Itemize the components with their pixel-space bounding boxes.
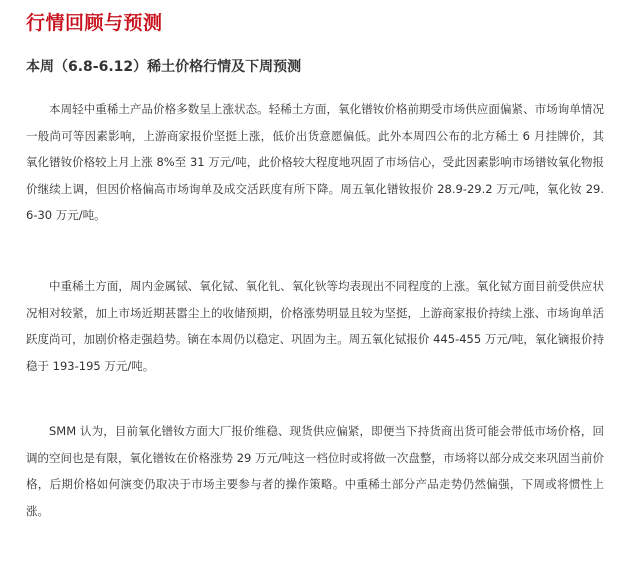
paragraph-light-rare-earth: 本周轻中重稀土产品价格多数呈上涨状态。轻稀土方面，氧化镨钕价格前期受市场供应面偏紧、市场询单情况一般尚可等因素影响，上游商家报价坚挺上涨，低价出货意愿偏低。此外本周四公布的北方稀土 6 月挂牌价，其氧化镨钕价格较上月上涨 8%至 31 万元/吨，此价格较大程度地巩固了市场信心，受此因素影响市场镨钕氧化物报价继续上调，但因价格偏高市场询单及成交活跃度有所下降。周五氧化镨钕报价 28.9-29.2 万元/吨，氧化钕 29.6-30 万元/吨。 — [26, 102, 604, 222]
paragraph-heavy-rare-earth: 中重稀土方面，周内金属铽、氧化铽、氧化钆、氧化钬等均表现出不同程度的上涨。氧化铽方面目前受供应状况相对较紧，加上市场近期甚嚣尘上的收储预期，价格涨势明显且较为坚挺，上游商家报价持续上涨、市场询单活跃度尚可，加剧价格走强趋势。镝在本周仍以稳定、巩固为主。周五氧化铽报价 445-455 万元/吨，氧化镝报价持稳于 193-195 万元/吨。 — [26, 279, 604, 373]
paragraph-smm-outlook: SMM 认为，目前氧化镨钕方面大厂报价维稳、现货供应偏紧，即便当下持货商出货可能会带低市场价格，回调的空间也是有限，氧化镨钕在价格涨势 29 万元/吨这一档位时或将做一次盘整，市场将以部分成交来巩固当前价格，后期价格如何演变仍取决于市场主要参与者的操作策略。中重稀土部分产品走势仍然偏强，下周或将惯性上涨。 — [26, 424, 604, 518]
section-heading: 本周（6.8-6.12）稀土价格行情及下周预测 — [26, 59, 302, 75]
page-title: 行情回顾与预测 — [26, 12, 163, 34]
